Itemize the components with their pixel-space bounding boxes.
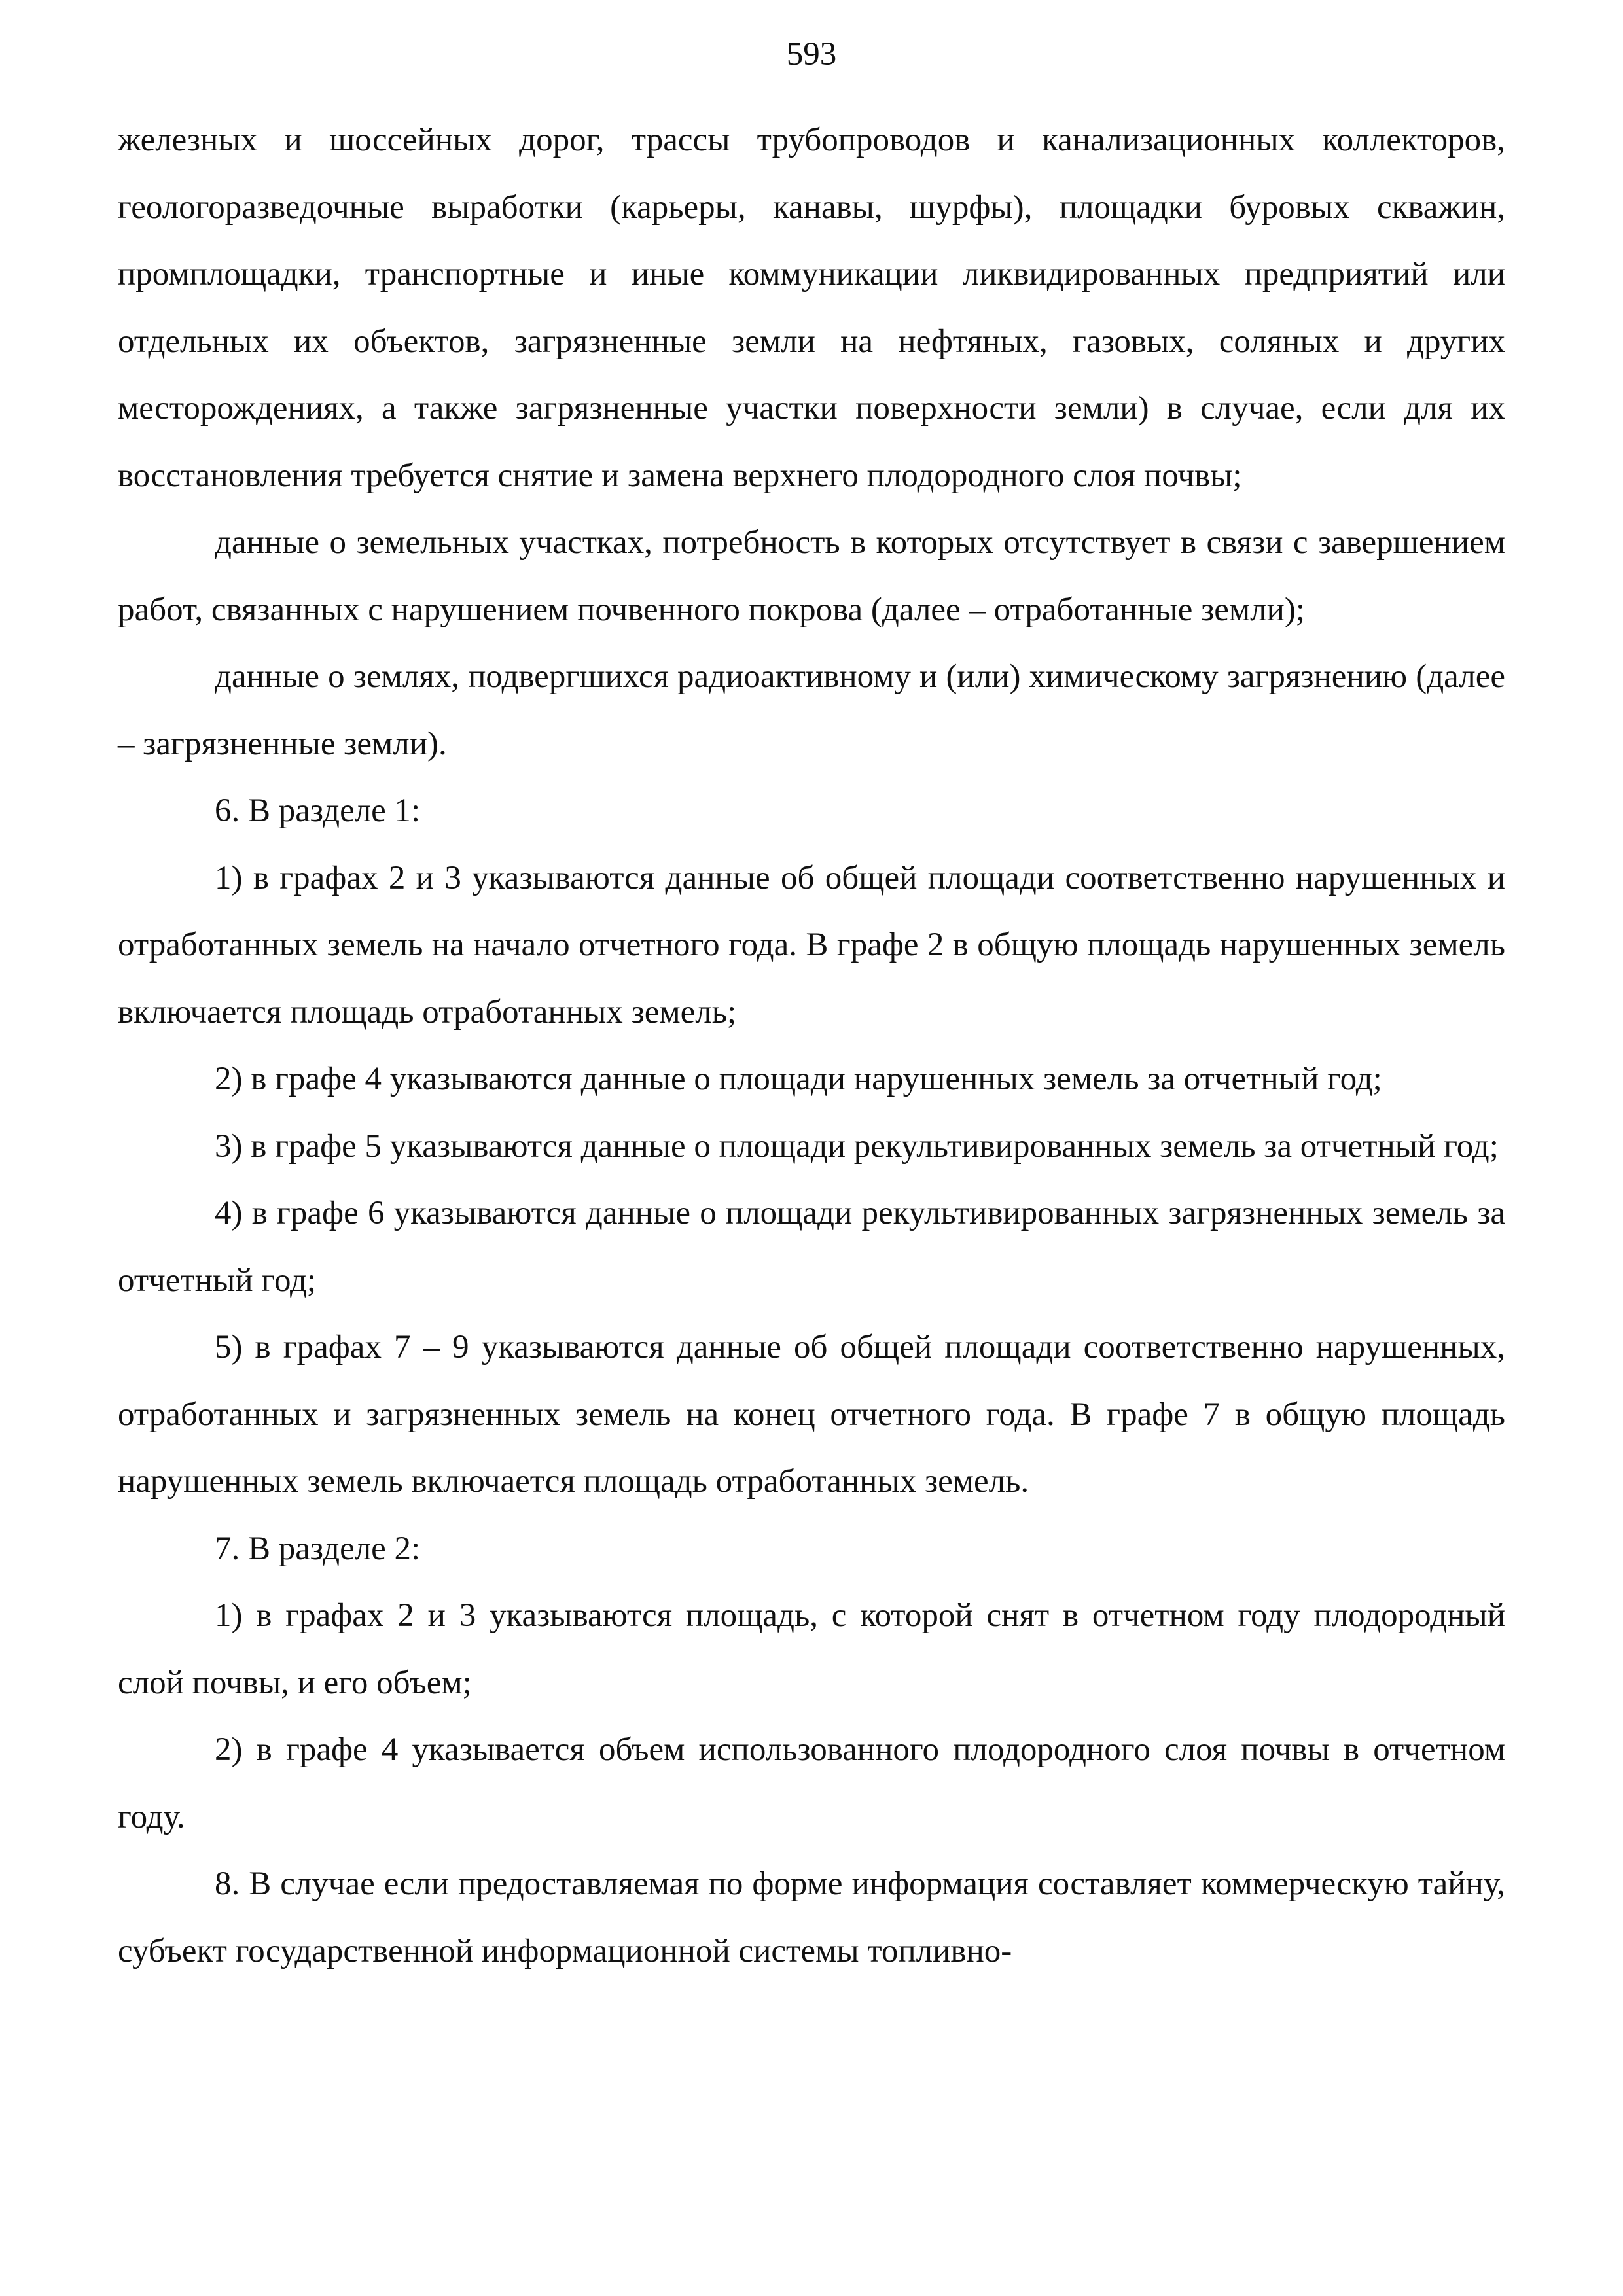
paragraph-item-8: 8. В случае если предоставляемая по форме информация составляет коммерческую тайну, субъект государственной информационной системы топливно-: [118, 1865, 1505, 1969]
list-item-section-1-2: 2) в графе 4 указываются данные о площади нарушенных земель за отчетный год;: [215, 1061, 1382, 1097]
heading-section-1: 6. В разделе 1:: [215, 792, 421, 829]
list-item-section-1-3: 3) в графе 5 указываются данные о площади рекультивированных земель за отчетный год;: [215, 1127, 1499, 1165]
heading-section-2: 7. В разделе 2:: [215, 1530, 421, 1567]
list-item-section-1-5: 5) в графах 7 – 9 указываются данные об общей площади соответственно нарушенных, отработанных и загрязненных земель на конец отчетного года. В графе 7 в общую площадь нарушенных земель включается площадь отработанных земель.: [118, 1329, 1505, 1500]
page-number: 593: [786, 36, 837, 73]
list-item-section-1-1: 1) в графах 2 и 3 указываются данные об общей площади соответственно нарушенных и отработанных земель на начало отчетного года. В графе 2 в общую площадь нарушенных земель включается площадь отработанных земель;: [118, 859, 1505, 1031]
paragraph-continuation: железных и шоссейных дорог, трассы трубопроводов и канализационных коллекторов, геологоразведочные выработки (карьеры, канавы, шурфы), площадки буровых скважин, промплощадки, транспортные и иные коммуникации ликвидированных предприятий или отдельных их объектов, загрязненные земли на нефтяных, газовых, соляных и других месторождениях, а также загрязненные участки поверхности земли) в случае, если для их восстановления требуется снятие и замена верхнего плодородного слоя почвы;: [118, 122, 1505, 494]
document-body: [118, 107, 1505, 1985]
paragraph-worked-out-lands: данные о земельных участках, потребность в которых отсутствует в связи с завершением работ, связанных с нарушением почвенного покрова (далее – отработанные земли);: [118, 524, 1505, 628]
list-item-section-2-2: 2) в графе 4 указывается объем использованного плодородного слоя почвы в отчетном году.: [118, 1731, 1505, 1835]
list-item-section-1-4: 4) в графе 6 указываются данные о площади рекультивированных загрязненных земель за отчетный год;: [118, 1195, 1505, 1299]
paragraph-contaminated-lands: данные о землях, подвергшихся радиоактивному и (или) химическому загрязнению (далее – загрязненные земли).: [118, 658, 1505, 762]
list-item-section-2-1: 1) в графах 2 и 3 указываются площадь, с которой снят в отчетном году плодородный слой почвы, и его объем;: [118, 1597, 1505, 1701]
